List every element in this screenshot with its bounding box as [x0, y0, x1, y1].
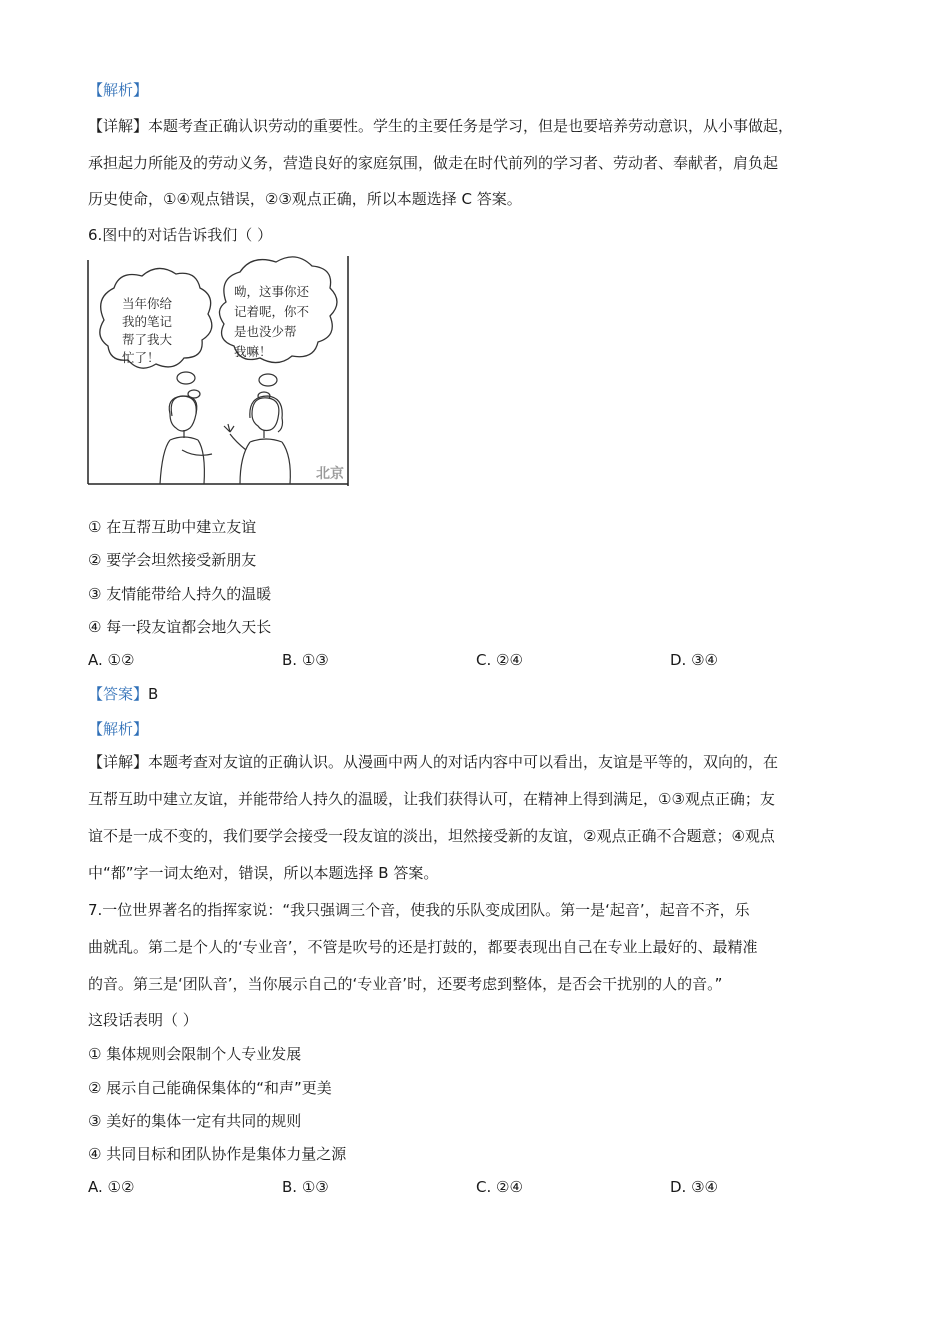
comic-illustration: [86, 254, 350, 486]
q7-option-a: A. ①②: [88, 1178, 135, 1196]
right-bubble-line: 呦，这事你还: [234, 284, 310, 299]
q7-option-c: C. ②④: [476, 1178, 523, 1196]
comic-watermark: 北京: [316, 466, 344, 482]
q7-question-line-1: 7.一位世界著名的指挥家说：“我只强调三个音，使我的乐队变成团队。第一是‘起音’，起音不齐，乐: [88, 901, 750, 919]
q6-option-a: A. ①②: [88, 651, 135, 669]
q6-detail-line-3: 谊不是一成不变的，我们要学会接受一段友谊的淡出，坦然接受新的友谊，②观点正确不合题意；④观点: [88, 827, 775, 845]
analysis-tag: 【解析】: [88, 720, 149, 738]
q7-option-b: B. ①③: [282, 1178, 329, 1196]
q7-question-line-3: 的音。第三是‘团队音’，当你展示自己的‘专业音’时，还要考虑到整体，是否会干扰别的人的音。”: [88, 975, 723, 993]
right-bubble-line: 我嘛！: [234, 344, 272, 359]
q5-detail-line-3: 历史使命，①④观点错误，②③观点正确，所以本题选择 C 答案。: [88, 190, 522, 208]
left-bubble-line: 当年你给: [122, 296, 173, 311]
q7-statement-2: ② 展示自己能确保集体的“和声”更美: [88, 1079, 332, 1097]
q6-option-b: B. ①③: [282, 651, 329, 669]
q6-option-d: D. ③④: [670, 651, 718, 669]
detail-tag: 【详解】: [88, 117, 149, 135]
right-bubble-line: 是也没少帮: [234, 324, 297, 339]
q7-statement-4: ④ 共同目标和团队协作是集体力量之源: [88, 1145, 347, 1163]
q7-option-d: D. ③④: [670, 1178, 718, 1196]
q7-question-line-2: 曲就乱。第二是个人的‘专业音’，不管是吹号的还是打鼓的，都要表现出自己在专业上最好的、最精准: [88, 938, 758, 956]
q6-statement-2: ② 要学会坦然接受新朋友: [88, 551, 257, 569]
left-bubble-line: 我的笔记: [122, 314, 173, 329]
q6-question: 6.图中的对话告诉我们（ ）: [88, 226, 273, 244]
left-bubble-line: 忙了！: [122, 350, 160, 365]
q5-detail-line-1: 【详解】本题考查正确认识劳动的重要性。学生的主要任务是学习，但是也要培养劳动意识，从小事做起，: [88, 117, 794, 135]
q7-question-line-4: 这段话表明（ ）: [88, 1011, 198, 1029]
q5-detail-line-2: 承担起力所能及的劳动义务，营造良好的家庭氛围，做走在时代前列的学习者、劳动者、奉献者，肩负起: [88, 154, 779, 172]
q6-statement-4: ④ 每一段友谊都会地久天长: [88, 618, 272, 636]
answer-value: B: [148, 685, 159, 703]
answer-tag: 【答案】: [88, 685, 149, 703]
q7-statement-1: ① 集体规则会限制个人专业发展: [88, 1045, 302, 1063]
q6-detail-line-2: 互帮互助中建立友谊，并能带给人持久的温暖，让我们获得认可，在精神上得到满足，①③观点正确；友: [88, 790, 775, 808]
right-bubble-line: 记着呢，你不: [234, 304, 310, 319]
analysis-tag: 【解析】: [88, 81, 149, 99]
left-bubble-line: 帮了我大: [122, 332, 173, 347]
q6-option-c: C. ②④: [476, 651, 523, 669]
detail-tag: 【详解】: [88, 753, 149, 771]
right-girl-figure: [224, 396, 290, 484]
q6-detail-line-1: 【详解】本题考查对友谊的正确认识。从漫画中两人的对话内容中可以看出，友谊是平等的，双向的，在: [88, 753, 779, 771]
q7-statement-3: ③ 美好的集体一定有共同的规则: [88, 1112, 302, 1130]
q6-detail-line-4: 中“都”字一词太绝对，错误，所以本题选择 B 答案。: [88, 864, 439, 882]
left-girl-figure: [160, 396, 212, 484]
q6-statement-1: ① 在互帮互助中建立友谊: [88, 518, 257, 536]
q6-statement-3: ③ 友情能带给人持久的温暖: [88, 585, 272, 603]
q6-answer: [88, 684, 158, 704]
